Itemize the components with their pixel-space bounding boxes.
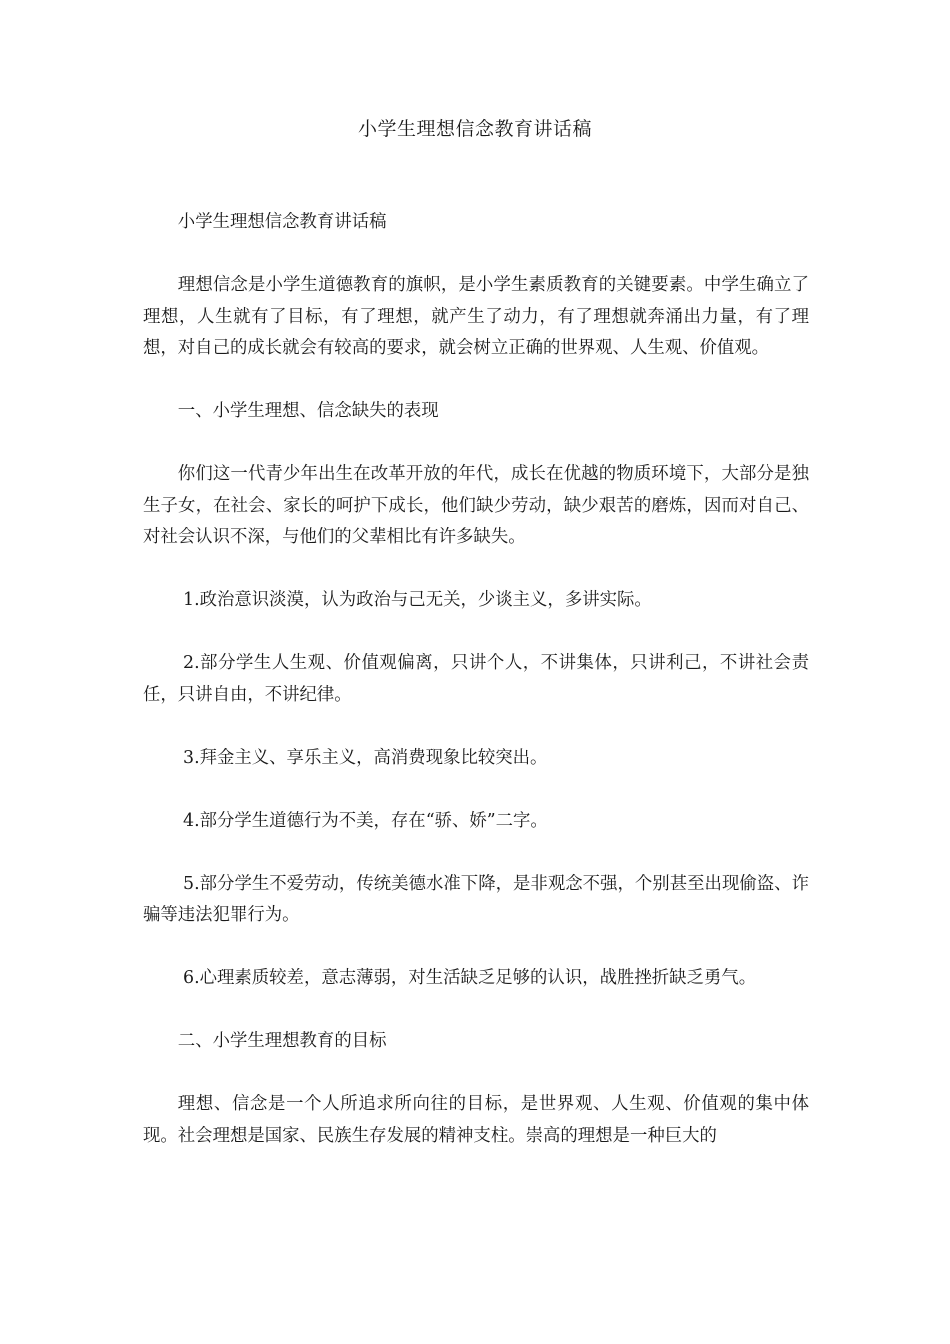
list-item-1: 1.政治意识淡漠，认为政治与己无关，少谈主义，多讲实际。	[183, 590, 652, 610]
document-title: 小学生理想信念教育讲话稿	[357, 118, 592, 140]
paragraph-subtitle: 小学生理想信念教育讲话稿	[177, 212, 387, 232]
document-body	[143, 207, 809, 1152]
paragraph-section-1: 你们这一代青少年出生在改革开放的年代，成长在优越的物质环境下，大部分是独生子女，在社会、家长的呵护下成长，他们缺少劳动，缺少艰苦的磨炼，因而对自己、对社会认识不深，与他们的父辈相比有许多缺失。	[143, 464, 809, 547]
list-item-2: 2.部分学生人生观、价值观偏离，只讲个人，不讲集体，只讲利己，不讲社会责任，只讲自由，不讲纪律。	[143, 653, 809, 705]
section-heading-2: 二、小学生理想教育的目标	[177, 1031, 387, 1051]
list-item-4: 4.部分学生道德行为不美，存在“骄、娇”二字。	[183, 810, 548, 831]
paragraph-section-2: 理想、信念是一个人所追求所向往的目标，是世界观、人生观、价值观的集中体现。社会理想是国家、民族生存发展的精神支柱。崇高的理想是一种巨大的	[143, 1094, 809, 1146]
section-heading-1: 一、小学生理想、信念缺失的表现	[177, 401, 439, 421]
list-item-5: 5.部分学生不爱劳动，传统美德水准下降，是非观念不强，个别甚至出现偷盗、诈骗等违法犯罪行为。	[143, 873, 809, 925]
list-item-6: 6.心理素质较差，意志薄弱，对生活缺乏足够的认识，战胜挫折缺乏勇气。	[183, 968, 757, 988]
list-item-3: 3.拜金主义、享乐主义，高消费现象比较突出。	[183, 747, 548, 768]
paragraph-intro: 理想信念是小学生道德教育的旗帜，是小学生素质教育的关键要素。中学生确立了理想，人生就有了目标，有了理想，就产生了动力，有了理想就奔涌出力量，有了理想，对自己的成长就会有较高的要求，就会树立正确的世界观、人生观、价值观。	[143, 275, 809, 358]
